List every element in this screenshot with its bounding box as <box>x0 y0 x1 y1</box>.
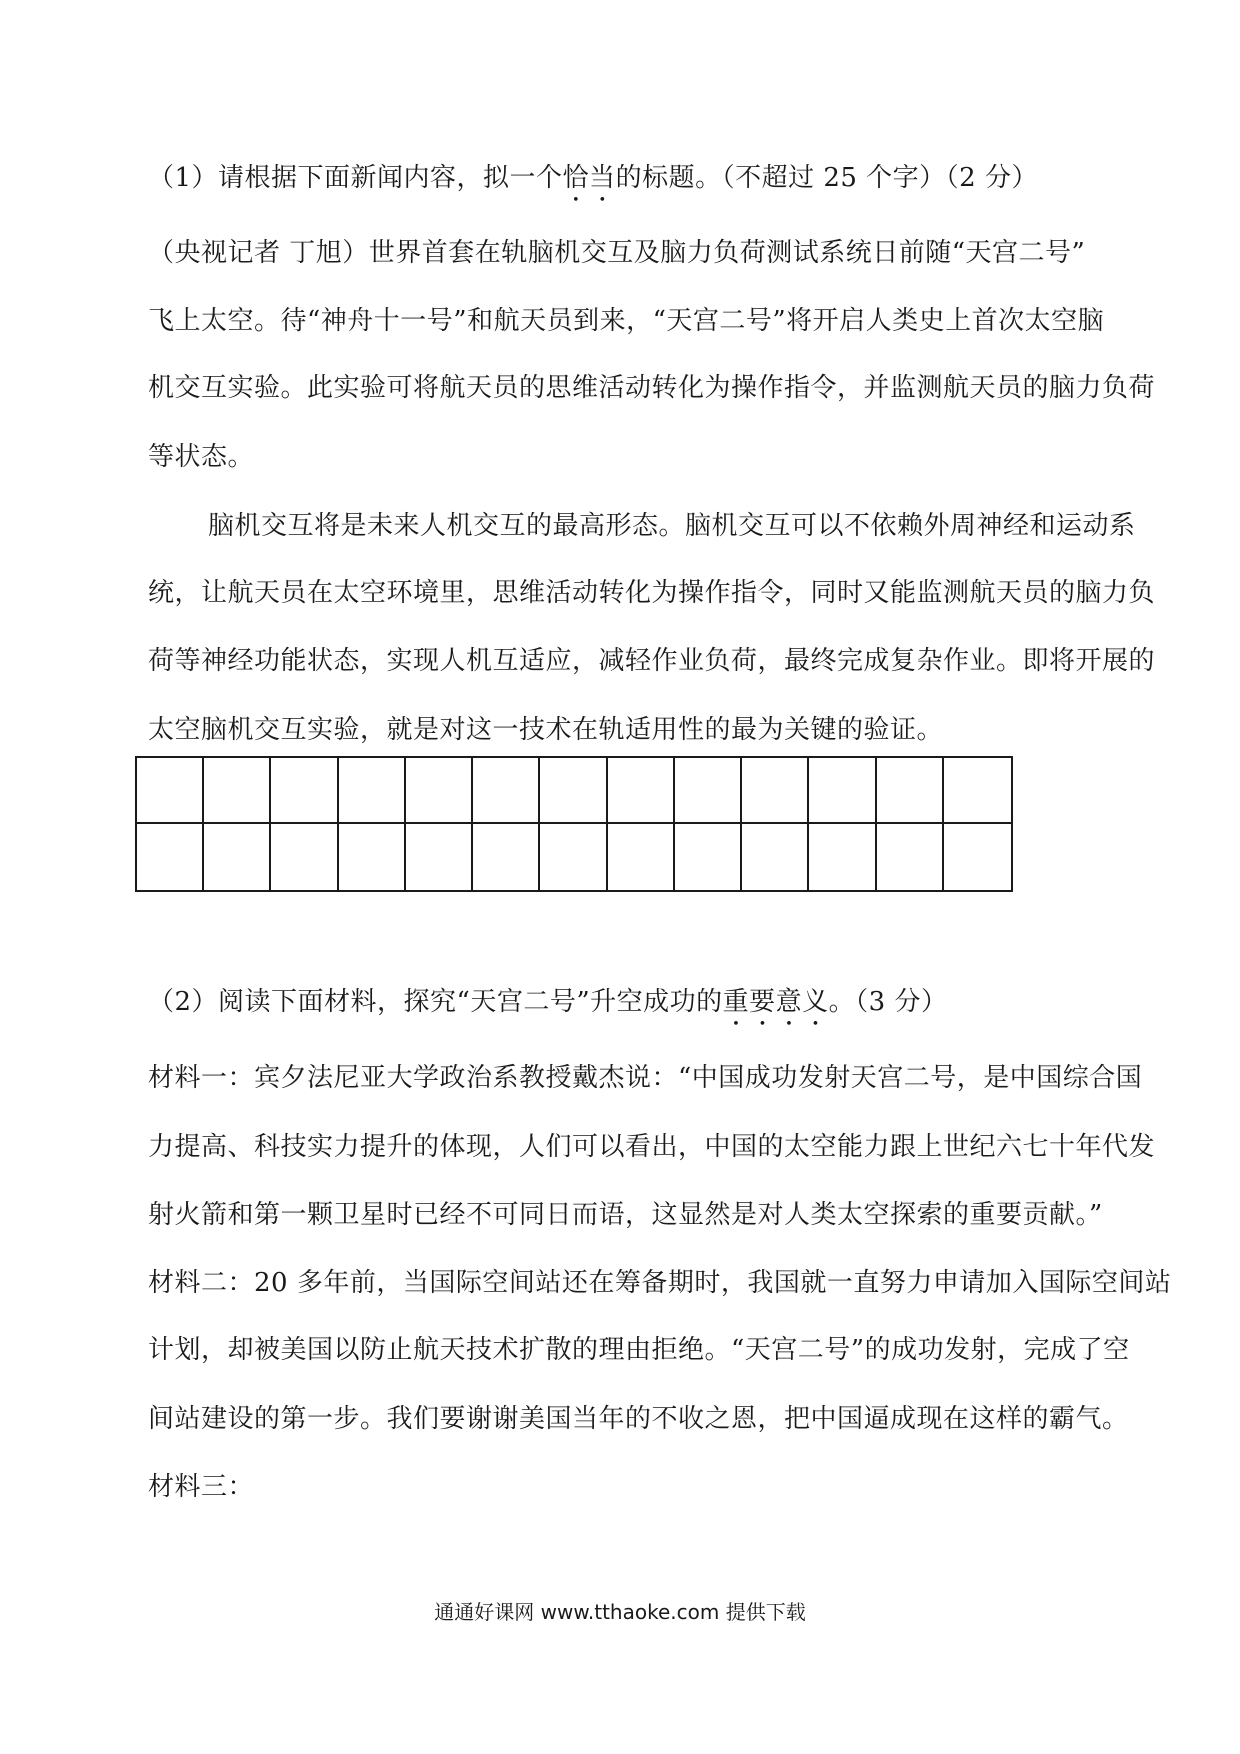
q1-paragraph1-line: 机交互实验。此实验可将航天员的思维活动转化为操作指令，并监测航天员的脑力负荷 <box>148 373 1156 403</box>
answer-cell[interactable] <box>339 824 406 890</box>
q1-paragraph1-line: （央视记者 丁旭）世界首套在轨脑机交互及脑力负荷测试系统日前随“天宫二号” <box>148 238 1086 268</box>
q1-paragraph2-line: 统，让航天员在太空环境里，思维活动转化为操作指令，同时又能监测航天员的脑力负 <box>148 578 1156 608</box>
answer-cell[interactable] <box>944 758 1011 824</box>
answer-grid <box>135 756 1013 892</box>
answer-cell[interactable] <box>406 758 473 824</box>
answer-cell[interactable] <box>809 758 876 824</box>
q2-prompt-emphasis: 重要意义 <box>722 987 829 1017</box>
material2-line: 间站建设的第一步。我们要谢谢美国当年的不收之恩，把中国逼成现在这样的霸气。 <box>148 1404 1129 1434</box>
answer-cell[interactable] <box>944 824 1011 890</box>
answer-cell[interactable] <box>742 824 809 890</box>
answer-cell[interactable] <box>137 758 204 824</box>
answer-cell[interactable] <box>204 824 271 890</box>
q1-prompt <box>148 161 1038 208</box>
material1-line: 射火箭和第一颗卫星时已经不可同日而语，这显然是对人类太空探索的重要贡献。” <box>148 1200 1103 1230</box>
material1-line: 材料一：宾夕法尼亚大学政治系教授戴杰说：“中国成功发射天宫二号，是中国综合国 <box>148 1063 1143 1093</box>
material2-line: 计划，却被美国以防止航天技术扩散的理由拒绝。“天宫二号”的成功发射，完成了空 <box>148 1335 1130 1365</box>
answer-cell[interactable] <box>137 824 204 890</box>
q2-prompt-text: （2）阅读下面材料，探究“天宫二号”升空成功的 <box>148 987 723 1017</box>
q1-prompt-text: （1）请根据下面新闻内容，拟一个 <box>148 163 563 193</box>
q1-paragraph2-line: 荷等神经功能状态，实现人机互适应，减轻作业负荷，最终完成复杂作业。即将开展的 <box>148 646 1156 676</box>
answer-cell[interactable] <box>877 758 944 824</box>
q1-prompt-emphasis: 恰当 <box>562 163 616 193</box>
q1-paragraph1-line: 飞上太空。待“神舟十一号”和航天员到来，“天宫二号”将开启人类史上首次太空脑 <box>148 306 1105 336</box>
answer-cell[interactable] <box>271 824 338 890</box>
q1-paragraph2-line: 脑机交互将是未来人机交互的最高形态。脑机交互可以不依赖外周神经和运动系 <box>208 511 1136 541</box>
q2-prompt <box>148 985 947 1032</box>
answer-cell[interactable] <box>742 758 809 824</box>
answer-cell[interactable] <box>540 758 607 824</box>
page-footer: 通通好课网 www.tthaoke.com 提供下载 <box>434 1600 806 1624</box>
answer-cell[interactable] <box>339 758 406 824</box>
answer-cell[interactable] <box>675 758 742 824</box>
answer-cell[interactable] <box>675 824 742 890</box>
material2-line: 材料二：20 多年前，当国际空间站还在筹备期时，我国就一直努力申请加入国际空间站 <box>148 1268 1172 1298</box>
q1-prompt-text-end: 的标题。（不超过 25 个字）（2 分） <box>615 163 1038 193</box>
answer-cell[interactable] <box>608 824 675 890</box>
material1-line: 力提高、科技实力提升的体现，人们可以看出，中国的太空能力跟上世纪六七十年代发 <box>148 1132 1156 1162</box>
q1-paragraph1-line: 等状态。 <box>148 442 255 472</box>
answer-cell[interactable] <box>809 824 876 890</box>
q2-prompt-text-end: 。（3 分） <box>828 987 948 1017</box>
answer-cell[interactable] <box>608 758 675 824</box>
answer-cell[interactable] <box>473 824 540 890</box>
answer-cell[interactable] <box>540 824 607 890</box>
answer-cell[interactable] <box>877 824 944 890</box>
q1-paragraph2-line: 太空脑机交互实验，就是对这一技术在轨适用性的最为关键的验证。 <box>148 715 944 745</box>
material3-label: 材料三： <box>148 1472 255 1502</box>
answer-cell[interactable] <box>271 758 338 824</box>
answer-cell[interactable] <box>406 824 473 890</box>
answer-cell[interactable] <box>204 758 271 824</box>
answer-cell[interactable] <box>473 758 540 824</box>
